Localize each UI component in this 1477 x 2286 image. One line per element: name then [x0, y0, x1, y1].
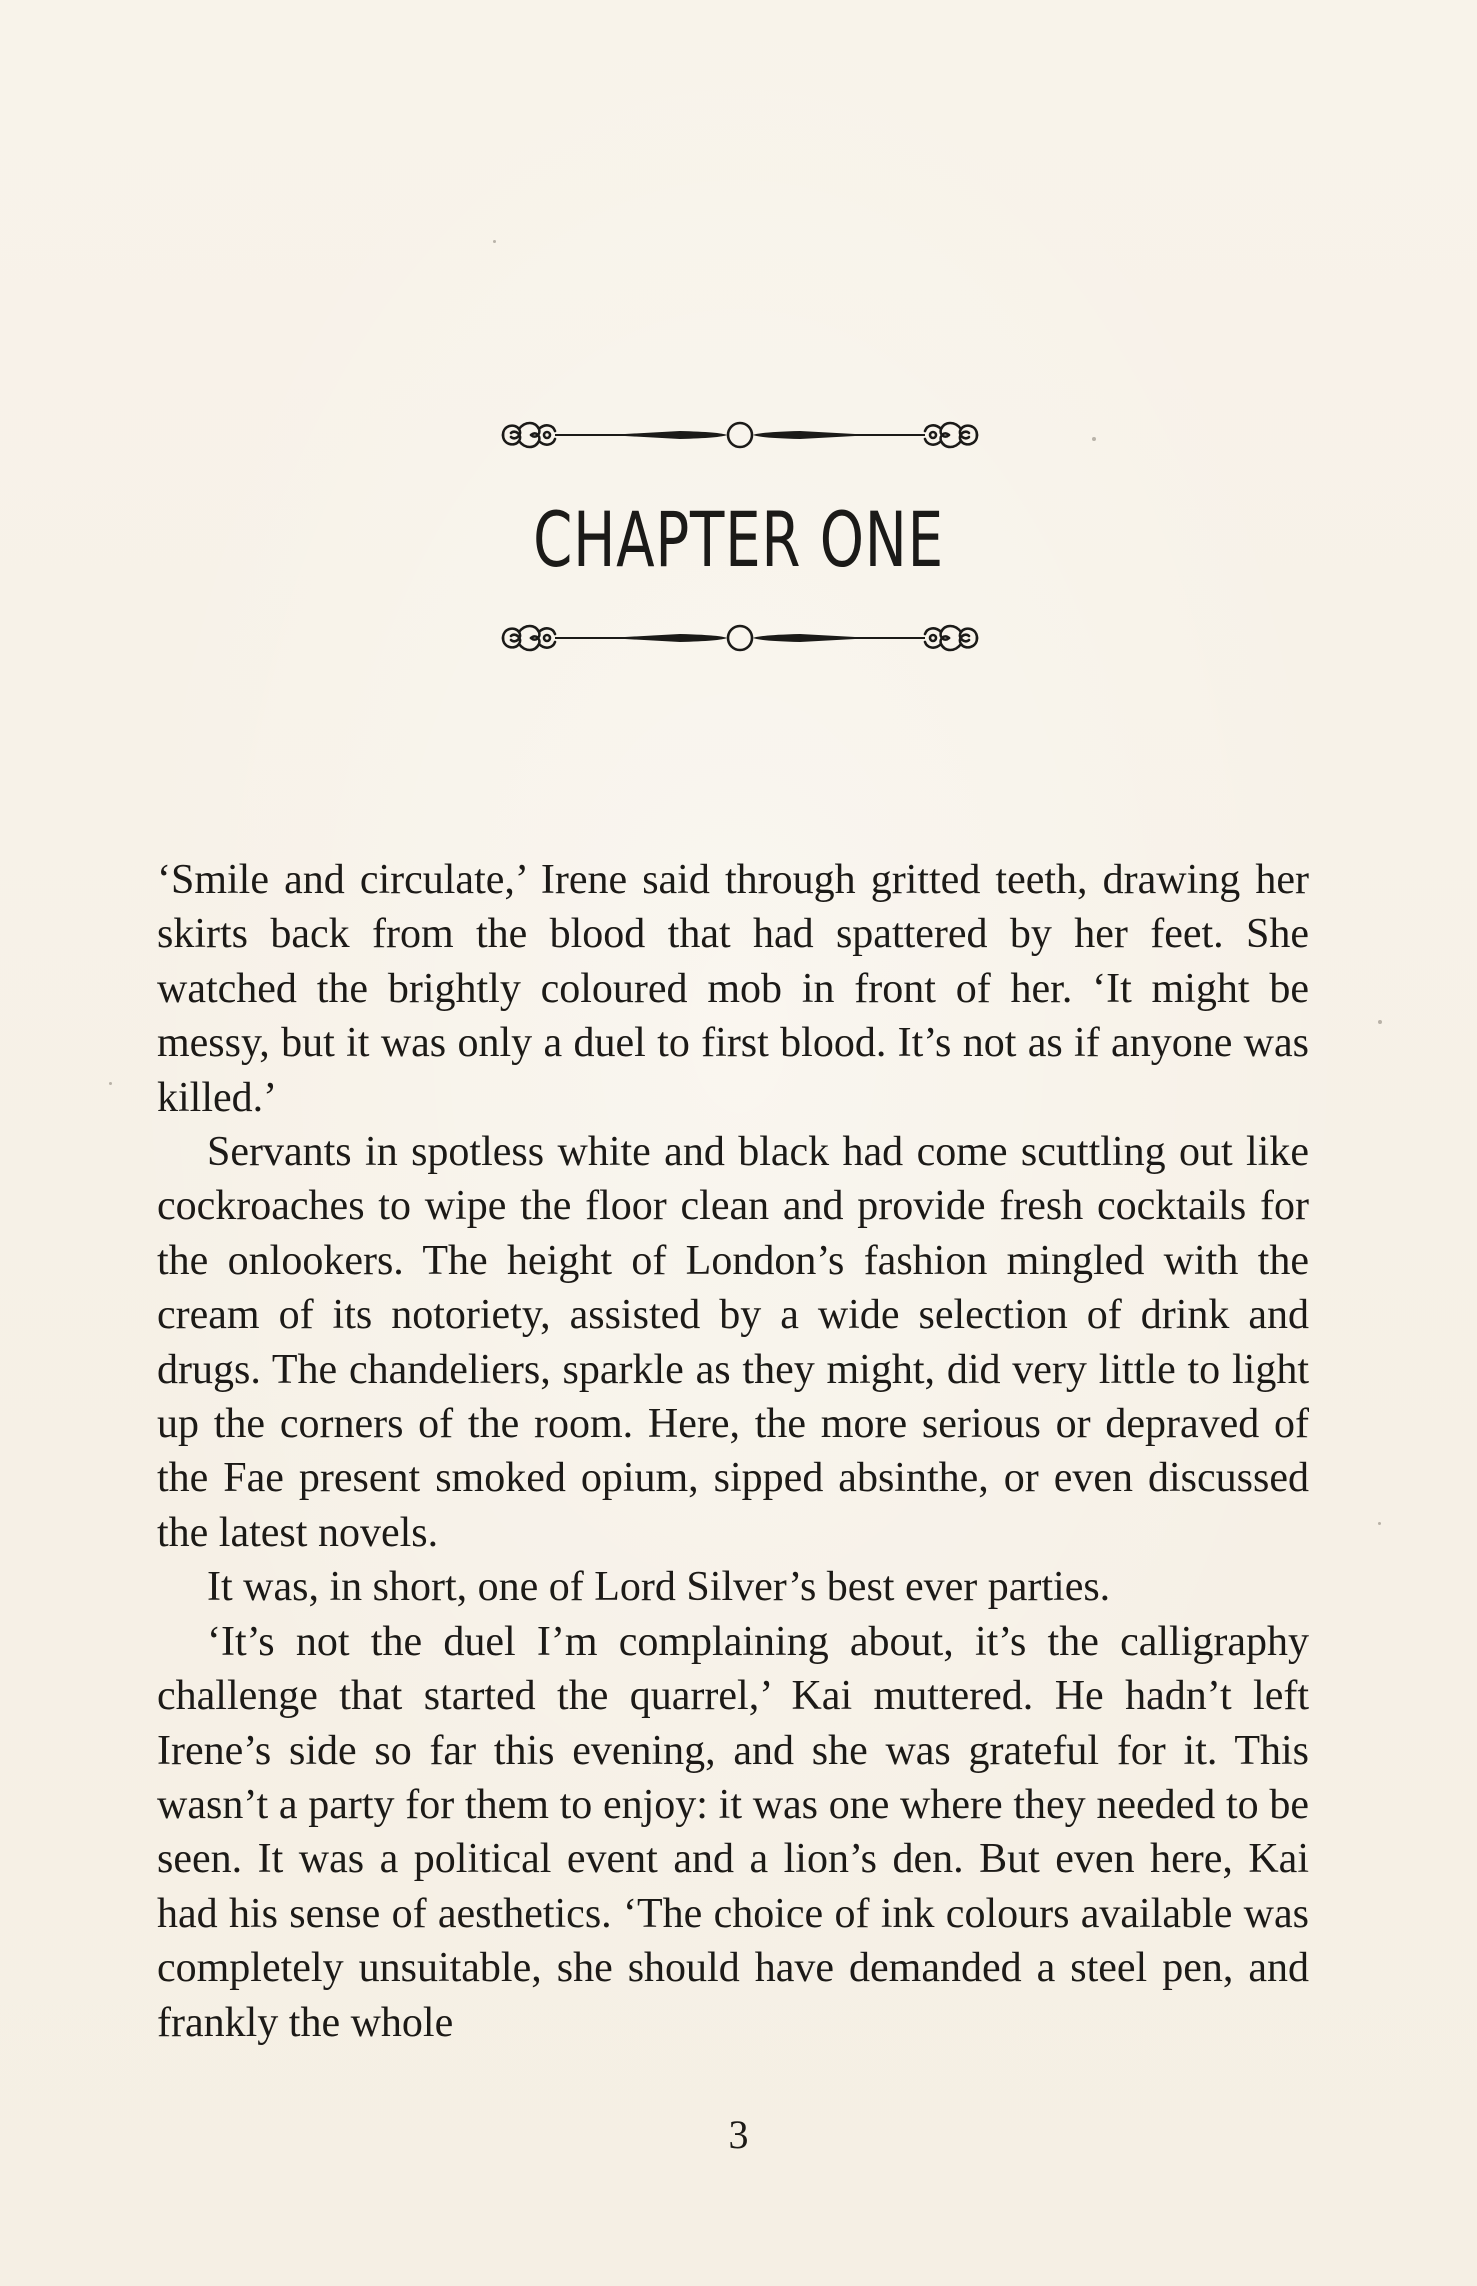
- paper-speck: [1378, 1522, 1381, 1525]
- paper-speck: [493, 240, 496, 243]
- page-number: 3: [728, 2112, 749, 2157]
- paragraph: ‘It’s not the duel I’m complaining about, it’s the calligraphy challenge that started the quarrel,’ Kai muttered. He hadn’t left Irene’s side so far this evening, and she was grateful for it. This wasn’t a party for them to enjoy: it was one where they needed to be seen. It was a political event and a lion’s den. But even here, Kai had his sense of aesthetics. ‘The choice of ink colours available was completely unsuitable, she should have demanded a steel pen, and frankly the whole: [157, 1618, 1309, 2046]
- paragraph: ‘Smile and circulate,’ Irene said through gritted teeth, drawing her skirts back from the blood that had spattered by her feet. She watched the brightly coloured mob in front of her. ‘It might be messy, but it was only a duel to first blood. It’s not as if anyone was killed.’: [157, 857, 1309, 1121]
- paragraph: Servants in spotless white and black had come scuttling out like cockroaches to wipe the floor clean and provide fresh cocktails for the onlookers. The height of London’s fashion mingled with the cream of its notoriety, assisted by a wide selection of drink and drugs. The chandeliers, sparkle as they might, did very little to light up the corners of the room. Here, the more serious or depraved of the Fae present smoked opium, sipped absinthe, or even discussed the latest novels.: [157, 1129, 1309, 1556]
- paragraph: It was, in short, one of Lord Silver’s best ever parties.: [207, 1564, 1111, 1611]
- scroll-divider-icon: [495, 415, 985, 455]
- paper-speck: [109, 1082, 112, 1085]
- scroll-divider-icon: [495, 618, 985, 658]
- paper-speck: [1092, 437, 1096, 441]
- chapter-body: [157, 853, 1309, 2050]
- paper-speck: [1378, 1020, 1382, 1024]
- chapter-title: CHAPTER ONE: [533, 495, 944, 584]
